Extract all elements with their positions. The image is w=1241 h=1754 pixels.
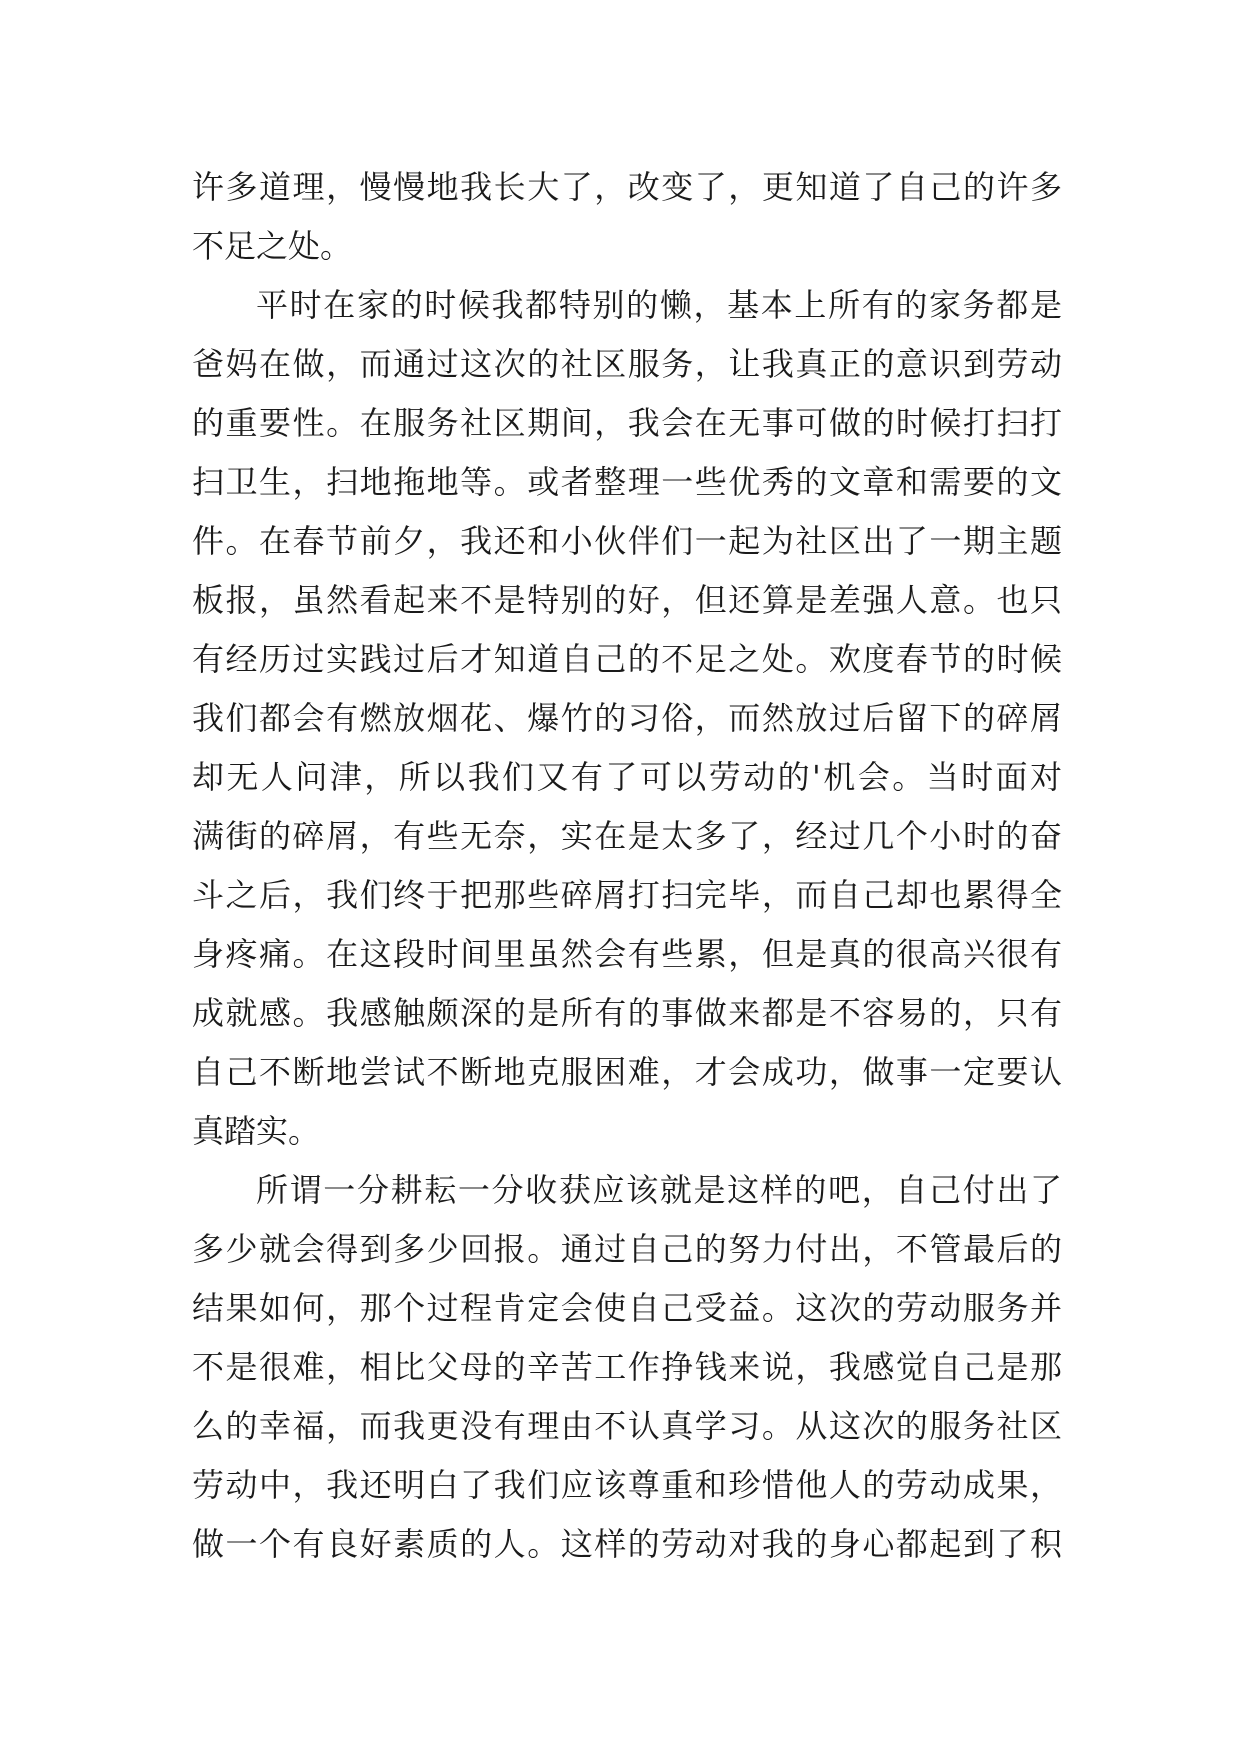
text-line: 板报，虽然看起来不是特别的好，但还算是差强人意。也只 <box>192 581 1062 619</box>
text-line: 我们都会有燃放烟花、爆竹的习俗，而然放过后留下的碎屑 <box>192 699 1062 737</box>
text-line: 所谓一分耕耘一分收获应该就是这样的吧，自己付出了 <box>256 1171 1062 1209</box>
text-line: 的重要性。在服务社区期间，我会在无事可做的时候打扫打 <box>192 404 1062 442</box>
text-line: 结果如何，那个过程肯定会使自己受益。这次的劳动服务并 <box>192 1289 1062 1327</box>
text-line: 自己不断地尝试不断地克服困难，才会成功，做事一定要认 <box>192 1053 1062 1091</box>
text-line: 满街的碎屑，有些无奈，实在是太多了，经过几个小时的奋 <box>192 817 1062 855</box>
text-line: 爸妈在做，而通过这次的社区服务，让我真正的意识到劳动 <box>192 345 1062 383</box>
document-page <box>192 158 1062 1574</box>
text-line: 么的幸福，而我更没有理由不认真学习。从这次的服务社区 <box>192 1407 1062 1445</box>
text-line: 平时在家的时候我都特别的懒，基本上所有的家务都是 <box>256 286 1062 324</box>
text-line: 斗之后，我们终于把那些碎屑打扫完毕，而自己却也累得全 <box>192 876 1062 914</box>
text-line: 劳动中，我还明白了我们应该尊重和珍惜他人的劳动成果， <box>192 1466 1062 1504</box>
text-line: 有经历过实践过后才知道自己的不足之处。欢度春节的时候 <box>192 640 1062 678</box>
text-line: 做一个有良好素质的人。这样的劳动对我的身心都起到了积 <box>192 1525 1062 1563</box>
text-line: 却无人问津，所以我们又有了可以劳动的'机会。当时面对 <box>192 758 1062 796</box>
text-line: 成就感。我感触颇深的是所有的事做来都是不容易的，只有 <box>192 994 1062 1032</box>
text-line: 真踏实。 <box>192 1112 321 1150</box>
text-line: 件。在春节前夕，我还和小伙伴们一起为社区出了一期主题 <box>192 522 1062 560</box>
text-line: 许多道理，慢慢地我长大了，改变了，更知道了自己的许多 <box>192 168 1062 206</box>
text-line: 多少就会得到多少回报。通过自己的努力付出，不管最后的 <box>192 1230 1062 1268</box>
text-line: 不是很难，相比父母的辛苦工作挣钱来说，我感觉自己是那 <box>192 1348 1062 1386</box>
text-line: 不足之处。 <box>192 227 353 265</box>
text-line: 扫卫生，扫地拖地等。或者整理一些优秀的文章和需要的文 <box>192 463 1062 501</box>
text-line: 身疼痛。在这段时间里虽然会有些累，但是真的很高兴很有 <box>192 935 1062 973</box>
